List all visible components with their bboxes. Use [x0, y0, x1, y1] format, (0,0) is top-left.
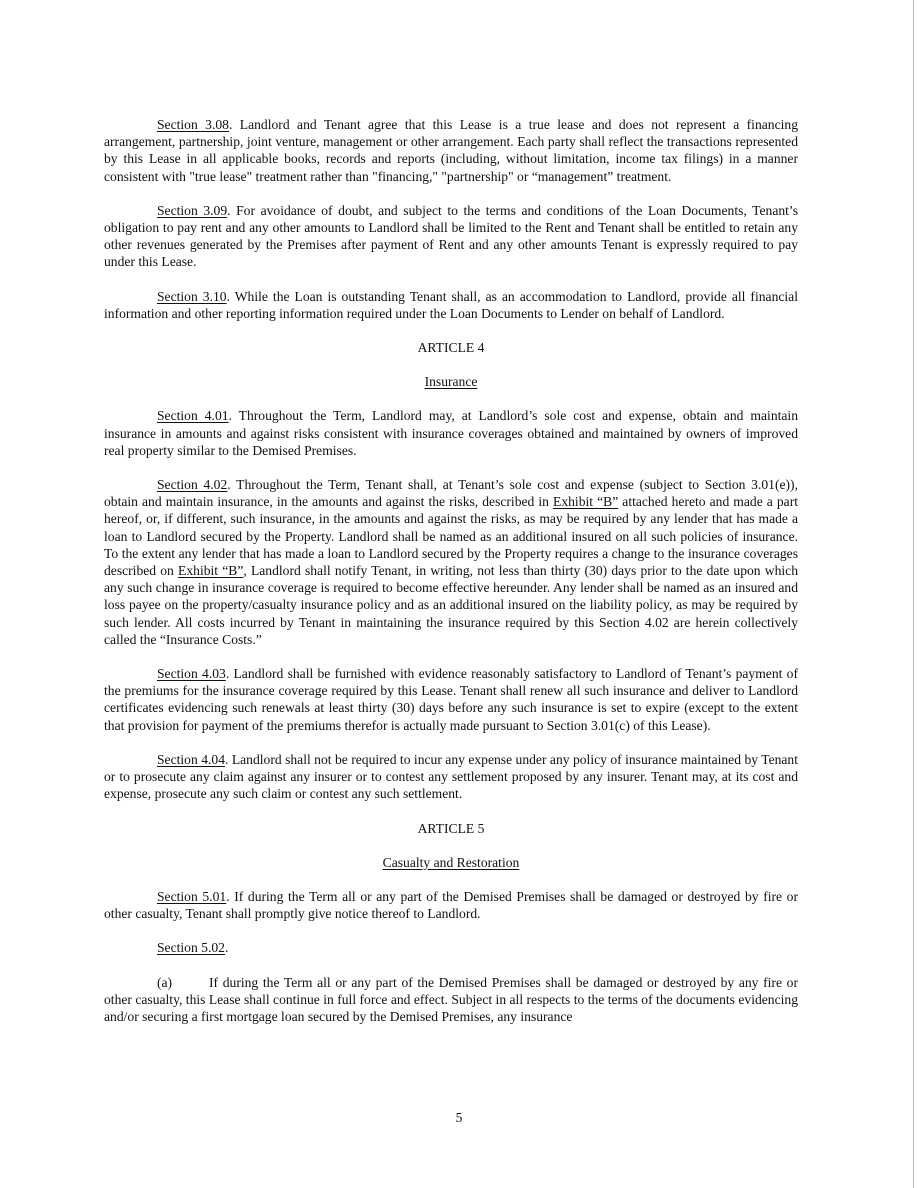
section-label: Section 4.04 — [157, 751, 225, 767]
section-label: Section 5.01 — [157, 888, 227, 904]
page-number: 5 — [455, 1110, 463, 1125]
section-4-02 — [104, 476, 798, 648]
article-5-title: Casualty and Restoration — [382, 854, 520, 870]
section-text: . Landlord shall not be required to incur any expense under any policy of insurance maintained by Tenant or to prosecute any claim against any insurer or to contest any settlement proposed by any insurer. Tenant may, at its cost and expense, prosecute any such claim or contest any such settlement. — [104, 751, 799, 802]
section-label: Section 5.02 — [157, 940, 225, 956]
section-label: Section 3.08 — [157, 117, 229, 132]
section-text: attached hereto and made a part hereof, or, if different, such insurance, in the amounts and against the risks, as may be required by any lender that has made a loan to Landlord secured by the Property. Landlord shall be named as an additional insured on all such policies of insurance. To the extent any lender that has made a loan to Landlord secured by the Property requires a change to the insurance coverages described on — [104, 494, 799, 579]
section-label: Section 3.10 — [157, 288, 227, 304]
section-label: Section 3.09 — [157, 202, 228, 218]
section-text: . Throughout the Term, Tenant shall, at Tenant’s sole cost and expense (subject to Section 3.01(e)), obtain and maintain insurance, in the amounts and against the risks, described in — [104, 477, 798, 510]
section-text: . Landlord and Tenant agree that this Lease is a true lease and does not represent a financing arrangement, partnership, joint venture, management or other arrangement. Each party shall reflect the transactions represented by this Lease in all applicable books, records and reports (including, without limitation, income tax filings) in a manner consistent with "true lease" treatment rather than "financing," "partnership" or “management” treatment. — [104, 117, 798, 184]
section-text: . Landlord shall be furnished with evidence reasonably satisfactory to Landlord of Tenant’s payment of the premiums for the insurance coverage required by this Lease. Tenant shall renew all such insurance and deliver to Landlord certificates evidencing such renewals at least thirty (30) days before any such insurance is set to expire (except to the extent that provision for payment of the premiums therefor is actually made pursuant to Section 3.01(c) of this Lease). — [104, 666, 798, 733]
section-label: Section 4.01 — [157, 408, 229, 424]
article-4-heading: ARTICLE 4 — [417, 340, 485, 356]
section-text: . While the Loan is outstanding Tenant shall, as an accommodation to Landlord, provide all financial information and other reporting information required under the Loan Documents to Lender on behalf of Landlord. — [104, 288, 798, 321]
section-label: Section 4.02 — [157, 477, 228, 493]
section-text: . For avoidance of doubt, and subject to the terms and conditions of the Loan Documents, Tenant’s obligation to pay rent and any other amounts to Landlord shall be limited to the Rent and Tenant shall be entitled to retain any other revenues generated by the Premises after payment of Rent and any other amounts Tenant is expressly required to pay under this Lease. — [104, 202, 798, 270]
section-label: Section 4.03 — [157, 666, 226, 682]
subsection-text: If during the Term all or any part of the Demised Premises shall be damaged or destroyed by any fire or other casualty, this Lease shall continue in full force and effect. Subject in all respects to the terms of the documents evidencing and/or securing a first mortgage loan secured by the Demised Premises, any insurance — [104, 974, 798, 1024]
section-text: . Throughout the Term, Landlord may, at Landlord’s sole cost and expense, obtain and maintain insurance in amounts and against risks consistent with insurance coverages obtained and maintained by owners of improved real property similar to the Demised Premises. — [104, 408, 799, 458]
section-4-03 — [104, 665, 798, 734]
exhibit-b-reference: Exhibit “B” — [178, 563, 244, 579]
article-5-heading: ARTICLE 5 — [417, 820, 485, 836]
section-3-10 — [104, 288, 798, 322]
section-4-01 — [104, 407, 798, 459]
section-3-09 — [104, 202, 798, 271]
section-5-02 — [104, 939, 798, 956]
exhibit-b-reference: Exhibit “B” — [553, 494, 619, 510]
article-4-title: Insurance — [424, 374, 478, 390]
section-text: . If during the Term all or any part of the Demised Premises shall be damaged or destroyed by fire or other casualty, Tenant shall promptly give notice thereof to Landlord. — [104, 888, 799, 922]
section-text: . — [224, 940, 229, 956]
document-body — [104, 116, 798, 1042]
section-3-08 — [104, 116, 798, 185]
section-5-02-a — [104, 974, 798, 1026]
page-edge-line — [913, 0, 914, 1188]
section-5-01 — [104, 888, 798, 922]
section-text: , Landlord shall notify Tenant, in writing, not less than thirty (30) days prior to the date upon which any such change in insurance coverage is required to become effective hereunder. Any lender shall be named as an insured and loss payee on the property/casualty insurance policy and as an additional insured on the liability policy, as may be required by such lender. All costs incurred by Tenant in maintaining the insurance required by this Section 4.02 are herein collectively called the “Insurance Costs.” — [104, 563, 798, 647]
subsection-marker: (a) — [157, 974, 173, 990]
section-4-04 — [104, 751, 798, 803]
